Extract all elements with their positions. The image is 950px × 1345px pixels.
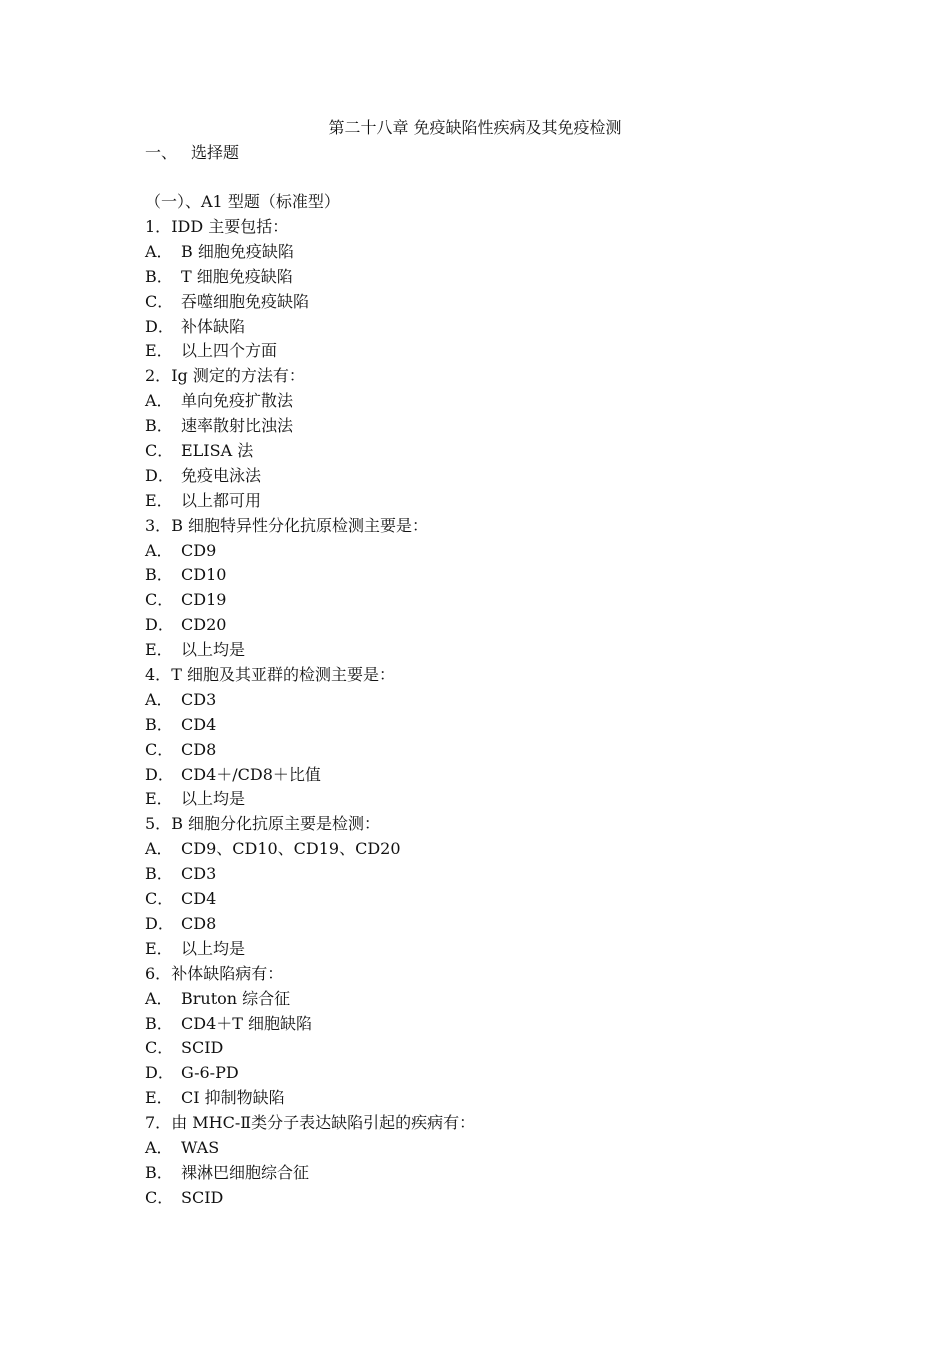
question-text: T 细胞及其亚群的检测主要是： xyxy=(171,665,395,685)
question-text: B 细胞分化抗原主要是检测： xyxy=(171,814,381,834)
option-letter: B． xyxy=(145,416,173,436)
option-text: 速率散射比浊法 xyxy=(181,416,294,436)
answer-option xyxy=(145,989,475,1014)
answer-option xyxy=(145,590,475,615)
answer-option xyxy=(145,864,475,889)
option-letter: B． xyxy=(145,714,173,734)
option-text: CD4 xyxy=(181,714,217,734)
answer-option xyxy=(145,615,475,640)
option-text: SCID xyxy=(181,1038,224,1058)
option-text: 以上均是 xyxy=(181,789,246,809)
section-heading xyxy=(145,143,239,163)
option-letter: B． xyxy=(145,565,173,585)
answer-option xyxy=(145,565,475,590)
option-text: 以上四个方面 xyxy=(181,341,278,361)
question-list xyxy=(145,217,475,1213)
question-text: 由 MHC-Ⅱ类分子表达缺陷引起的疾病有： xyxy=(171,1113,476,1133)
option-text: CD8 xyxy=(181,739,217,759)
option-letter: D． xyxy=(145,465,174,485)
option-text: CD9 xyxy=(181,540,217,560)
question-number: 7． xyxy=(145,1113,172,1133)
option-letter: A． xyxy=(145,689,173,709)
option-letter: C． xyxy=(145,590,174,610)
option-letter: B． xyxy=(145,266,173,286)
option-text: CD20 xyxy=(181,615,227,635)
question-number: 1． xyxy=(145,217,172,236)
answer-option xyxy=(145,491,475,516)
answer-option xyxy=(145,914,475,939)
option-text: CD9、CD10、CD19、CD20 xyxy=(181,839,401,859)
question-stem xyxy=(145,814,475,839)
option-text: 免疫电泳法 xyxy=(181,465,262,485)
answer-option xyxy=(145,466,475,491)
option-text: CD8 xyxy=(181,913,217,933)
option-letter: E． xyxy=(145,789,173,809)
option-text: B 细胞免疫缺陷 xyxy=(181,241,294,261)
answer-option xyxy=(145,1063,475,1088)
question-stem xyxy=(145,217,475,242)
option-letter: E． xyxy=(145,1088,173,1108)
question-number: 3． xyxy=(145,515,172,535)
option-letter: B． xyxy=(145,864,173,884)
answer-option xyxy=(145,939,475,964)
answer-option xyxy=(145,267,475,292)
option-letter: A． xyxy=(145,241,173,261)
option-text: CD3 xyxy=(181,689,217,709)
section-label: 选择题 xyxy=(191,143,240,162)
question-text: 补体缺陷病有： xyxy=(171,963,284,983)
option-text: CD4＋T 细胞缺陷 xyxy=(181,1013,313,1033)
question-text: IDD 主要包括： xyxy=(171,217,289,236)
option-text: CD3 xyxy=(181,864,217,884)
option-text: CD4＋/CD8＋比值 xyxy=(181,764,321,784)
option-text: 以上均是 xyxy=(181,938,246,958)
answer-option xyxy=(145,740,475,765)
question-stem xyxy=(145,1113,475,1138)
question-text: Ig 测定的方法有： xyxy=(171,366,305,386)
answer-option xyxy=(145,391,475,416)
option-letter: D． xyxy=(145,764,174,784)
option-letter: A． xyxy=(145,391,173,411)
option-text: CD10 xyxy=(181,565,227,585)
answer-option xyxy=(145,789,475,814)
answer-option xyxy=(145,1038,475,1063)
option-letter: A． xyxy=(145,839,173,859)
question-number: 2． xyxy=(145,366,172,386)
answer-option xyxy=(145,1138,475,1163)
option-letter: D． xyxy=(145,1063,174,1083)
option-text: 以上都可用 xyxy=(181,490,262,510)
chapter-title: 第二十八章 免疫缺陷性疾病及其免疫检测 xyxy=(328,118,622,137)
answer-option xyxy=(145,889,475,914)
answer-option xyxy=(145,416,475,441)
option-text: ELISA 法 xyxy=(181,441,254,461)
option-letter: C． xyxy=(145,739,174,759)
answer-option xyxy=(145,1188,475,1213)
question-stem xyxy=(145,516,475,541)
option-letter: D． xyxy=(145,615,174,635)
option-letter: D． xyxy=(145,316,174,336)
option-letter: E． xyxy=(145,640,173,660)
answer-option xyxy=(145,1163,475,1188)
option-letter: E． xyxy=(145,341,173,361)
option-letter: E． xyxy=(145,938,173,958)
answer-option xyxy=(145,715,475,740)
answer-option xyxy=(145,541,475,566)
question-stem xyxy=(145,665,475,690)
answer-option xyxy=(145,341,475,366)
subsection-heading: （一）、A1 型题（标准型） xyxy=(145,192,340,211)
question-number: 6． xyxy=(145,963,172,983)
option-text: WAS xyxy=(181,1137,220,1157)
answer-option xyxy=(145,1014,475,1039)
option-text: T 细胞免疫缺陷 xyxy=(181,266,293,286)
answer-option xyxy=(145,765,475,790)
option-letter: E． xyxy=(145,490,173,510)
option-letter: C． xyxy=(145,291,174,311)
option-text: Bruton 综合征 xyxy=(181,988,291,1008)
answer-option xyxy=(145,1088,475,1113)
option-letter: A． xyxy=(145,988,173,1008)
answer-option xyxy=(145,640,475,665)
option-letter: C． xyxy=(145,889,174,909)
option-text: 补体缺陷 xyxy=(181,316,246,336)
section-marker: 一、 xyxy=(145,143,178,162)
question-stem xyxy=(145,964,475,989)
option-letter: B． xyxy=(145,1013,173,1033)
option-letter: B． xyxy=(145,1162,173,1182)
option-text: 以上均是 xyxy=(181,640,246,660)
option-text: CI 抑制物缺陷 xyxy=(181,1088,285,1108)
answer-option xyxy=(145,839,475,864)
option-letter: C． xyxy=(145,1187,174,1207)
question-number: 5． xyxy=(145,814,172,834)
option-text: 单向免疫扩散法 xyxy=(181,391,294,411)
option-letter: A． xyxy=(145,1137,173,1157)
answer-option xyxy=(145,292,475,317)
answer-option xyxy=(145,441,475,466)
option-letter: D． xyxy=(145,913,174,933)
option-text: CD4 xyxy=(181,889,217,909)
question-stem xyxy=(145,366,475,391)
option-letter: C． xyxy=(145,1038,174,1058)
option-text: G-6-PD xyxy=(181,1063,239,1083)
option-letter: A． xyxy=(145,540,173,560)
answer-option xyxy=(145,690,475,715)
option-text: CD19 xyxy=(181,590,227,610)
answer-option xyxy=(145,317,475,342)
answer-option xyxy=(145,242,475,267)
option-text: 裸淋巴细胞综合征 xyxy=(181,1162,310,1182)
option-letter: C． xyxy=(145,441,174,461)
question-number: 4． xyxy=(145,665,172,685)
option-text: SCID xyxy=(181,1187,224,1207)
option-text: 吞噬细胞免疫缺陷 xyxy=(181,291,310,311)
question-text: B 细胞特异性分化抗原检测主要是： xyxy=(171,515,429,535)
